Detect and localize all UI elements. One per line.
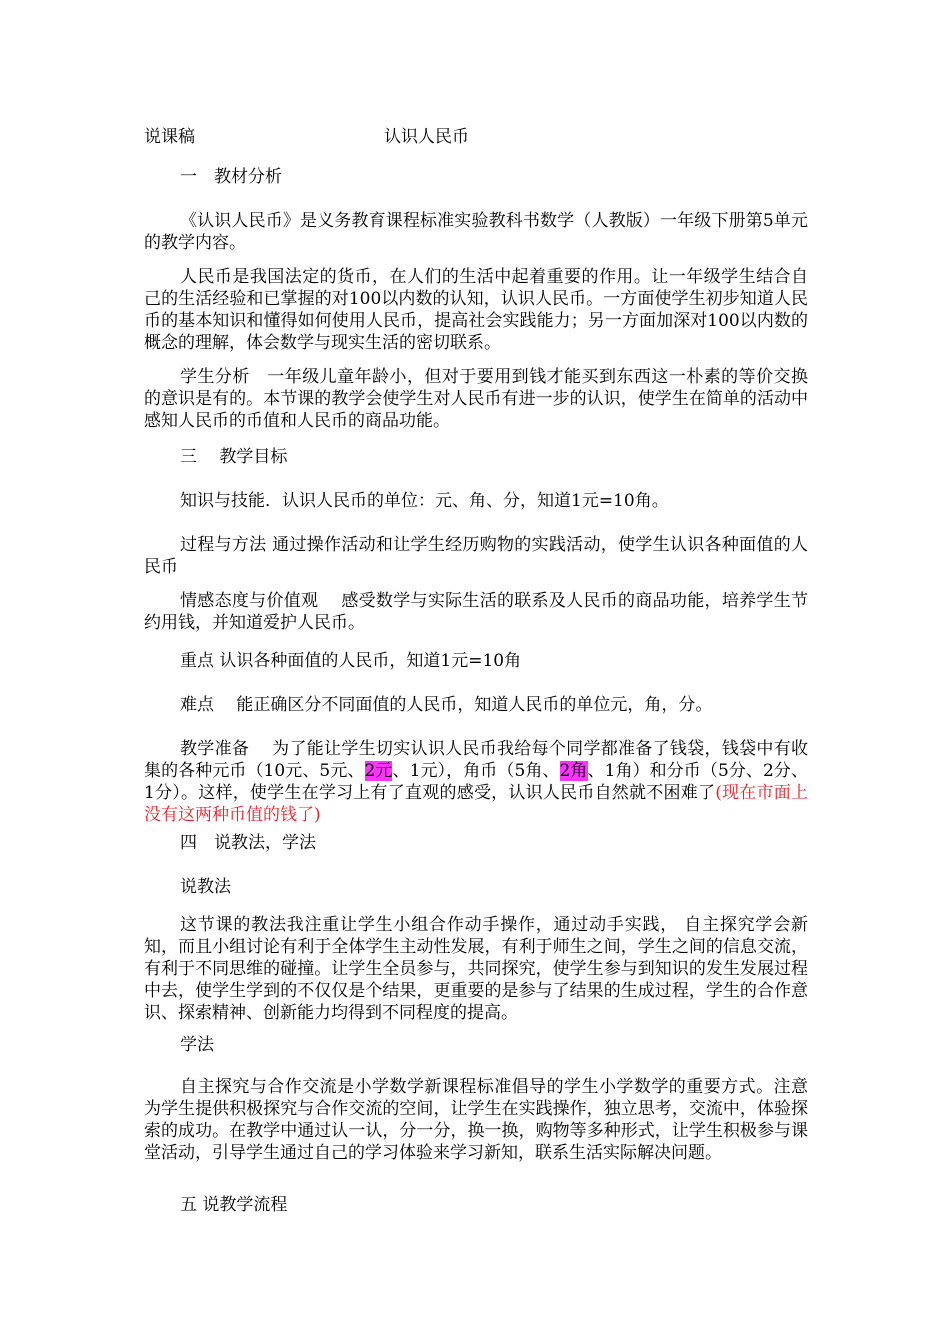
goal-knowledge: 知识与技能．认识人民币的单位：元、角、分，知道1元=10角。 bbox=[180, 491, 669, 511]
difficulty: 难点 能正确区分不同面值的人民币，知道人民币的单位元，角，分。 bbox=[180, 695, 713, 715]
teaching-preparation bbox=[144, 738, 808, 826]
highlight-2-yuan: 2元 bbox=[364, 761, 393, 781]
teaching-method-paragraph: 这节课的教法我注重让学生小组合作动手操作，通过动手实践， 自主探究学会新知，而且小组讨论有利于全体学生主动性发展，有利于师生之间，学生之间的信息交流，有利于不同思维的碰撞。让学生全员参与，共同探究，使学生参与到知识的发生发展过程中去，使学生学到的不仅仅是个结果，更重要的是参与了结果的生成过程，学生的合作意识、探索精神、创新能力均得到不同程度的提高。 bbox=[144, 915, 808, 1023]
section-3-heading: 三 教学目标 bbox=[180, 447, 288, 467]
learning-method-paragraph: 自主探究与合作交流是小学数学新课程标准倡导的学生小学数学的重要方式。注意为学生提供积极探究与合作交流的空间，让学生在实践操作，独立思考，交流中，体验探索的成功。在教学中通过认一认，分一分，换一换，购物等多种形式，让学生积极参与课堂活动，引导学生通过自己的学习体验来学习新知，联系生活实际解决问题。 bbox=[144, 1077, 808, 1163]
prep-text-b: 、1元），角币（5角、 bbox=[392, 761, 560, 781]
section-4-heading: 四 说教法，学法 bbox=[180, 833, 316, 853]
goal-emotion: 情感态度与价值观 感受数学与实际生活的联系及人民币的商品功能，培养学生节约用钱，并知道爱护人民币。 bbox=[144, 591, 808, 633]
goal-process: 过程与方法 通过操作活动和让学生经历购物的实践活动，使学生认识各种面值的人民币 bbox=[144, 535, 808, 577]
doc-type-label: 说课稿 bbox=[144, 127, 195, 147]
doc-title: 认识人民币 bbox=[384, 127, 469, 147]
highlight-2-jiao: 2角 bbox=[559, 761, 588, 781]
prep-text-a: 教学准备 为了能让学生切实认识人民币我给每个同学都准备了钱袋，钱袋中有收集的各种元币（10元、5元、 bbox=[144, 739, 808, 781]
red-annotation: (现在市面上没有这两种币值的钱了) bbox=[144, 783, 808, 825]
paragraph-textbook: 《认识人民币》是义务教育课程标准实验教科书数学（人教版）一年级下册第5单元的教学内容。 bbox=[144, 211, 808, 253]
section-1-heading: 一 教材分析 bbox=[180, 167, 282, 187]
paragraph-student-analysis: 学生分析 一年级儿童年龄小，但对于要用到钱才能买到东西这一朴素的等价交换的意识是有的。本节课的教学会使学生对人民币有进一步的认识，使学生在简单的活动中感知人民币的币值和人民币的商品功能。 bbox=[144, 367, 808, 431]
paragraph-rmb-intro: 人民币是我国法定的货币，在人们的生活中起着重要的作用。让一年级学生结合自己的生活经验和已掌握的对100以内数的认知，认识人民币。一方面使学生初步知道人民币的基本知识和懂得如何使用人民币，提高社会实践能力；另一方面加深对100以内数的概念的理解，体会数学与现实生活的密切联系。 bbox=[144, 267, 808, 353]
key-point: 重点 认识各种面值的人民币，知道1元=10角 bbox=[180, 651, 522, 671]
teaching-method-heading: 说教法 bbox=[180, 877, 231, 897]
section-5-heading: 五 说教学流程 bbox=[180, 1195, 288, 1215]
learning-method-heading: 学法 bbox=[180, 1035, 214, 1055]
prep-text-c: 、1角）和分币（5分、2分、1分）。这样，使学生在学习上有了直观的感受，认识人民币自然就不困难了 bbox=[144, 761, 808, 803]
